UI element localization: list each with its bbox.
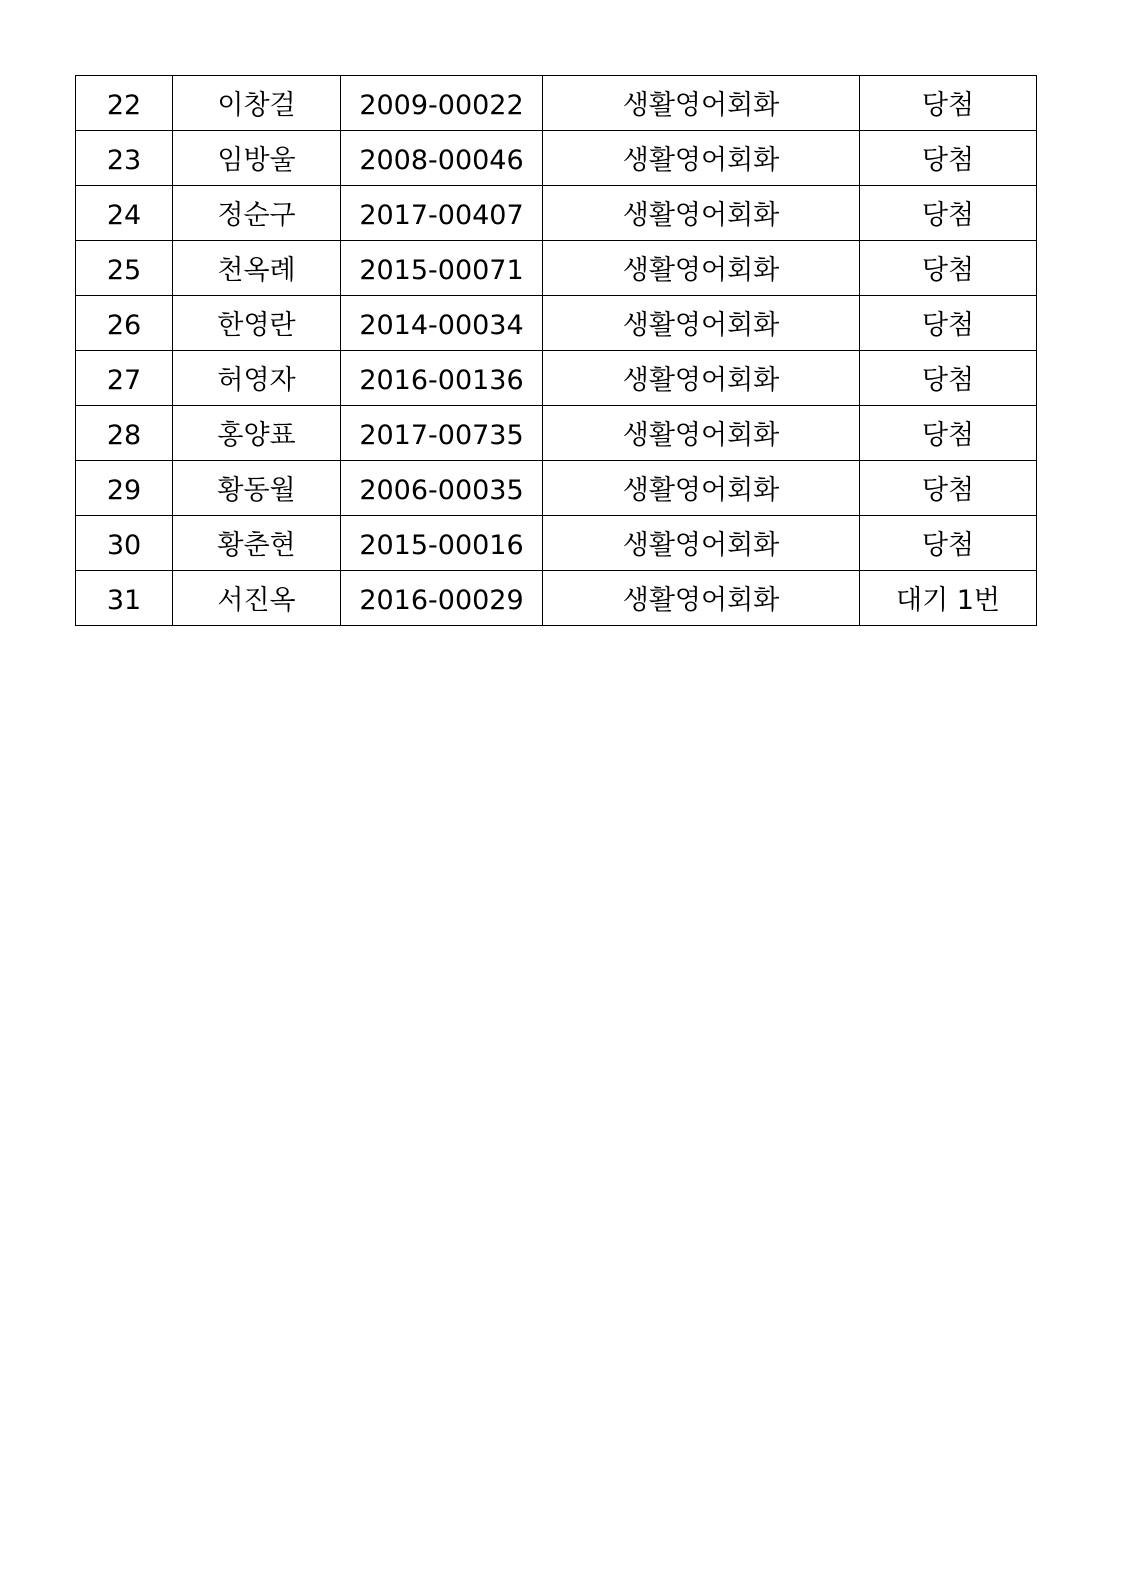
lottery-result: 대기 1번 <box>860 571 1037 626</box>
member-id: 2006-00035 <box>341 461 543 516</box>
lottery-result: 당첨 <box>860 296 1037 351</box>
course-name: 생활영어회화 <box>543 351 860 406</box>
lottery-result: 당첨 <box>860 516 1037 571</box>
row-number: 25 <box>76 241 173 296</box>
course-name: 생활영어회화 <box>543 186 860 241</box>
applicant-name: 정순구 <box>173 186 341 241</box>
table-row <box>76 516 1037 571</box>
table-row <box>76 571 1037 626</box>
applicant-name: 임방울 <box>173 131 341 186</box>
course-name: 생활영어회화 <box>543 516 860 571</box>
applicant-name: 한영란 <box>173 296 341 351</box>
member-id: 2016-00029 <box>341 571 543 626</box>
row-number: 28 <box>76 406 173 461</box>
applicant-name: 천옥례 <box>173 241 341 296</box>
member-id: 2016-00136 <box>341 351 543 406</box>
row-number: 31 <box>76 571 173 626</box>
applicant-name: 황춘현 <box>173 516 341 571</box>
member-id: 2017-00735 <box>341 406 543 461</box>
lottery-result: 당첨 <box>860 131 1037 186</box>
course-name: 생활영어회화 <box>543 241 860 296</box>
lottery-result-table <box>75 75 1037 626</box>
table-row <box>76 186 1037 241</box>
course-name: 생활영어회화 <box>543 131 860 186</box>
member-id: 2017-00407 <box>341 186 543 241</box>
row-number: 27 <box>76 351 173 406</box>
member-id: 2015-00016 <box>341 516 543 571</box>
table-row <box>76 131 1037 186</box>
lottery-result: 당첨 <box>860 406 1037 461</box>
row-number: 29 <box>76 461 173 516</box>
table-row <box>76 406 1037 461</box>
row-number: 24 <box>76 186 173 241</box>
table-row <box>76 76 1037 131</box>
lottery-result: 당첨 <box>860 241 1037 296</box>
lottery-result: 당첨 <box>860 186 1037 241</box>
row-number: 23 <box>76 131 173 186</box>
member-id: 2014-00034 <box>341 296 543 351</box>
lottery-result: 당첨 <box>860 461 1037 516</box>
table-row <box>76 351 1037 406</box>
lottery-result: 당첨 <box>860 76 1037 131</box>
applicant-name: 황동월 <box>173 461 341 516</box>
member-id: 2009-00022 <box>341 76 543 131</box>
applicant-name: 홍양표 <box>173 406 341 461</box>
table-row <box>76 296 1037 351</box>
applicant-name: 서진옥 <box>173 571 341 626</box>
table-row <box>76 241 1037 296</box>
applicant-name: 이창걸 <box>173 76 341 131</box>
table-row <box>76 461 1037 516</box>
row-number: 22 <box>76 76 173 131</box>
member-id: 2008-00046 <box>341 131 543 186</box>
table-body <box>76 76 1037 626</box>
course-name: 생활영어회화 <box>543 296 860 351</box>
member-id: 2015-00071 <box>341 241 543 296</box>
row-number: 30 <box>76 516 173 571</box>
course-name: 생활영어회화 <box>543 571 860 626</box>
row-number: 26 <box>76 296 173 351</box>
applicant-name: 허영자 <box>173 351 341 406</box>
course-name: 생활영어회화 <box>543 461 860 516</box>
course-name: 생활영어회화 <box>543 406 860 461</box>
lottery-result: 당첨 <box>860 351 1037 406</box>
course-name: 생활영어회화 <box>543 76 860 131</box>
